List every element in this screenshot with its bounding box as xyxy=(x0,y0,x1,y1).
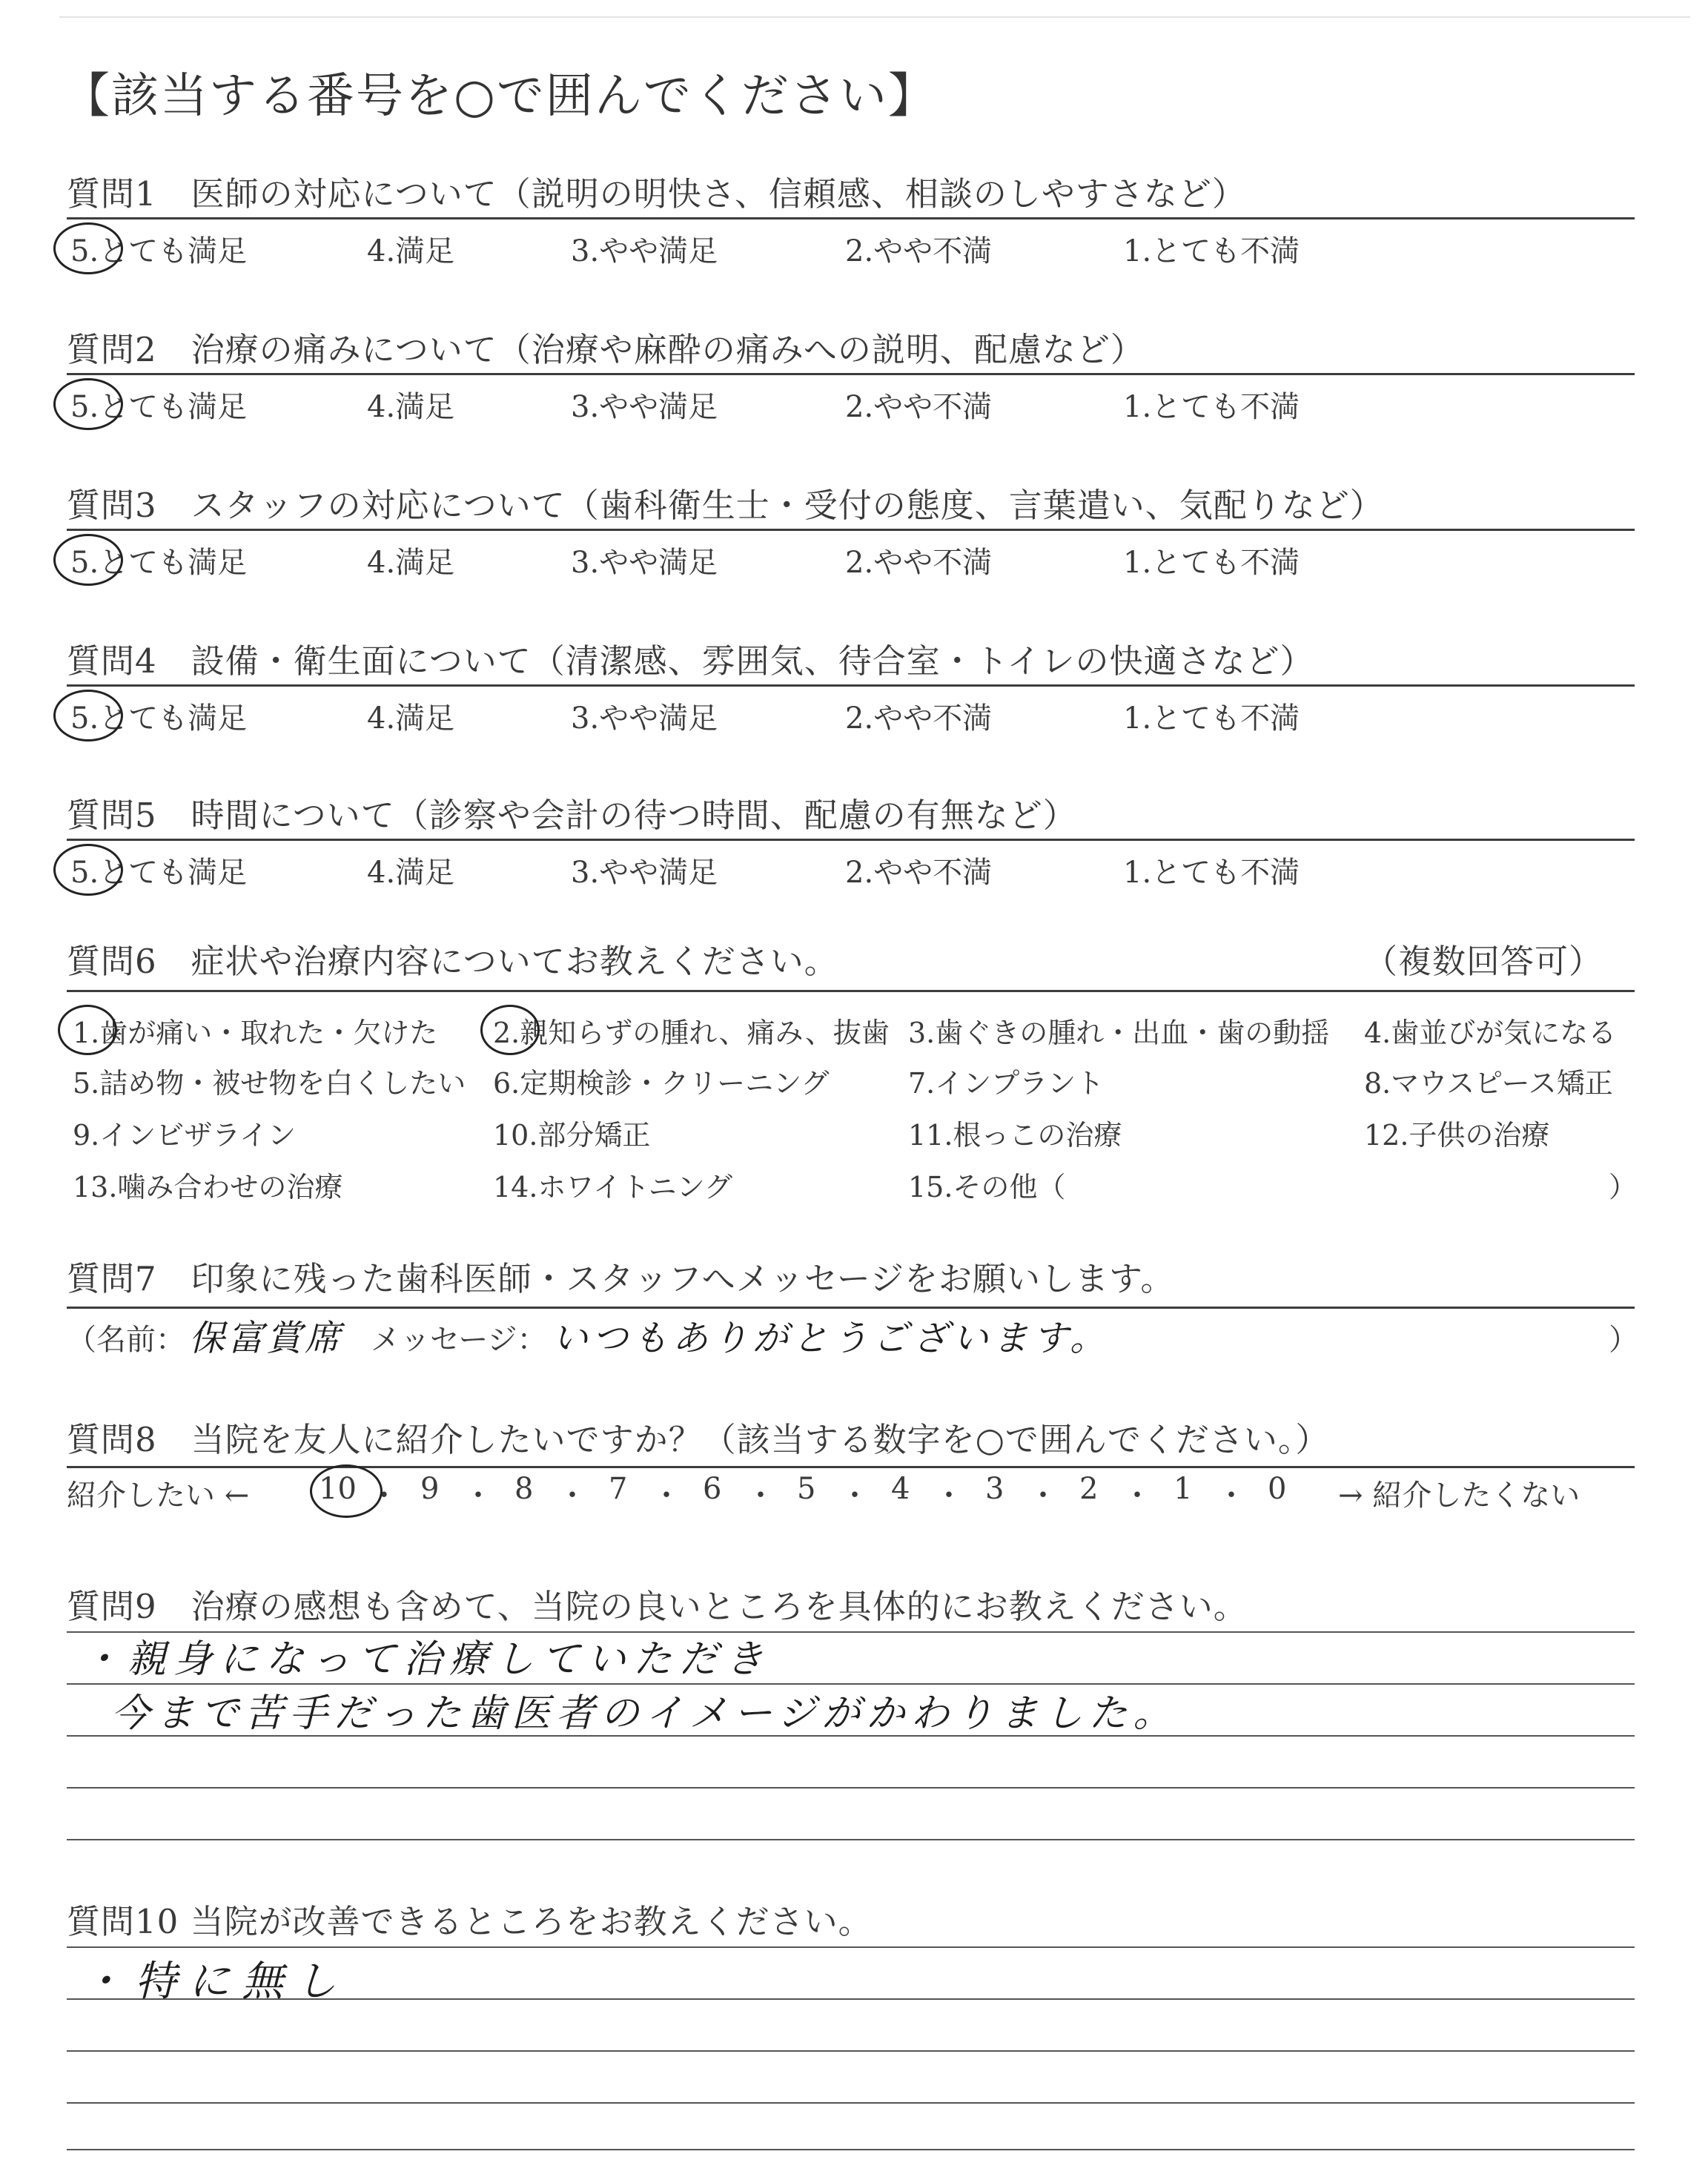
q8-rule xyxy=(67,1466,1635,1468)
q6-title: 質問6 症状や治療内容についてお教えください。 xyxy=(67,942,838,981)
q7-title: 質問7 印象に残った歯科医師・スタッフへメッセージをお願いします。 xyxy=(67,1259,1175,1298)
instruction-header: 【該当する番号を○で囲んでください】 xyxy=(62,69,937,124)
q5-option-3[interactable]: 3.やや満足 xyxy=(571,856,718,890)
q6-note: （複数回答可） xyxy=(1364,942,1603,981)
q6-option-8[interactable]: 8.マウスピース矯正 xyxy=(1364,1067,1613,1100)
q3-option-2[interactable]: 2.やや不満 xyxy=(845,546,993,580)
q2-selection-circle xyxy=(53,378,123,430)
q6-option-5[interactable]: 5.詰め物・被せ物を白くしたい xyxy=(73,1067,466,1100)
q4-rule xyxy=(67,684,1635,687)
q1-title: 質問1 医師の対応について（説明の明快さ、信頼感、相談のしやすさなど） xyxy=(67,174,1246,214)
q2-rule xyxy=(67,373,1635,375)
q8-selection-circle xyxy=(310,1464,383,1518)
q4-option-5[interactable]: 5.とても満足 xyxy=(70,701,248,736)
q9-title: 質問9 治療の感想も含めて、当院の良いところを具体的にお教えください。 xyxy=(67,1587,1248,1626)
q8-scale-7[interactable]: 7 xyxy=(609,1472,628,1506)
q6-option-15-close-paren: ） xyxy=(1609,1171,1638,1203)
q6-rule xyxy=(67,990,1635,992)
q6-option-9[interactable]: 9.インビザライン xyxy=(73,1119,297,1152)
q1-option-4[interactable]: 4.満足 xyxy=(367,234,455,268)
q7-name-label: （名前： xyxy=(67,1323,185,1357)
q9-rule-5 xyxy=(67,1839,1635,1840)
q8-separator: ・ xyxy=(1122,1479,1152,1513)
q4-option-2[interactable]: 2.やや不満 xyxy=(845,701,993,736)
q6-option-10[interactable]: 10.部分矯正 xyxy=(493,1119,651,1152)
q5-rule xyxy=(67,839,1635,841)
q5-title: 質問5 時間について（診察や会計の待つ時間、配慮の有無など） xyxy=(67,796,1077,835)
q5-option-1[interactable]: 1.とても不満 xyxy=(1123,856,1300,890)
q8-title: 質問8 当院を友人に紹介したいですか？（該当する数字を○で囲んでください。） xyxy=(67,1420,1330,1459)
q8-scale-0[interactable]: 0 xyxy=(1268,1472,1287,1506)
q6-option-4[interactable]: 4.歯並びが気になる xyxy=(1364,1017,1617,1049)
q10-title: 質問10 当院が改善できるところをお教えください。 xyxy=(67,1902,873,1941)
q10-rule-4 xyxy=(67,2102,1635,2104)
q8-separator: ・ xyxy=(369,1479,399,1513)
q5-option-4[interactable]: 4.満足 xyxy=(367,856,455,890)
q1-option-5[interactable]: 5.とても満足 xyxy=(70,234,248,268)
q8-separator: ・ xyxy=(746,1479,775,1513)
q8-scale-6[interactable]: 6 xyxy=(703,1472,722,1506)
q3-selection-circle xyxy=(53,534,123,586)
q7-message-handwritten: いつもありがとうございます。 xyxy=(552,1318,1110,1359)
q8-separator: ・ xyxy=(557,1479,587,1513)
q2-option-5[interactable]: 5.とても満足 xyxy=(70,390,248,424)
q6-option-7[interactable]: 7.インプラント xyxy=(908,1067,1105,1100)
q6-option-6[interactable]: 6.定期検診・クリーニング xyxy=(493,1067,830,1100)
q2-option-4[interactable]: 4.満足 xyxy=(367,390,455,424)
q8-right-label: → 紹介したくない xyxy=(1338,1479,1580,1513)
q8-left-label: 紹介したい ← xyxy=(67,1479,250,1513)
q6-selection-circle-2 xyxy=(480,1005,540,1055)
q8-scale-8[interactable]: 8 xyxy=(514,1472,534,1506)
q5-option-2[interactable]: 2.やや不満 xyxy=(845,856,993,890)
q9-answer-line-1: ・親身になって治療していただき xyxy=(82,1637,772,1682)
q7-message-label: メッセージ： xyxy=(371,1323,547,1357)
q4-option-1[interactable]: 1.とても不満 xyxy=(1123,701,1300,736)
q8-separator: ・ xyxy=(652,1479,681,1513)
q9-rule-4 xyxy=(67,1787,1635,1789)
q8-separator: ・ xyxy=(934,1479,964,1513)
q6-option-1[interactable]: 1.歯が痛い・取れた・欠けた xyxy=(73,1017,438,1049)
q2-title: 質問2 治療の痛みについて（治療や麻酔の痛みへの説明、配慮など） xyxy=(67,330,1145,369)
q1-option-1[interactable]: 1.とても不満 xyxy=(1123,234,1300,268)
scan-edge xyxy=(59,16,1690,18)
q6-option-3[interactable]: 3.歯ぐきの腫れ・出血・歯の動揺 xyxy=(908,1017,1330,1049)
q8-scale-10[interactable]: 10 xyxy=(319,1472,357,1506)
q1-option-3[interactable]: 3.やや満足 xyxy=(571,234,718,268)
q3-rule xyxy=(67,529,1635,531)
q6-option-14[interactable]: 14.ホワイトニング xyxy=(493,1171,733,1203)
q6-selection-circle-1 xyxy=(58,1005,117,1055)
q6-option-2[interactable]: 2.親知らずの腫れ、痛み、抜歯 xyxy=(493,1017,890,1049)
q4-option-3[interactable]: 3.やや満足 xyxy=(571,701,718,736)
q8-separator: ・ xyxy=(1217,1479,1246,1513)
q8-separator: ・ xyxy=(1028,1479,1058,1513)
q3-option-3[interactable]: 3.やや満足 xyxy=(571,546,718,580)
q8-scale-3[interactable]: 3 xyxy=(985,1472,1004,1506)
q8-scale-4[interactable]: 4 xyxy=(891,1472,910,1506)
q8-scale-2[interactable]: 2 xyxy=(1079,1472,1099,1506)
q3-option-1[interactable]: 1.とても不満 xyxy=(1123,546,1300,580)
q2-option-3[interactable]: 3.やや満足 xyxy=(571,390,718,424)
q1-selection-circle xyxy=(53,222,123,274)
q6-option-12[interactable]: 12.子供の治療 xyxy=(1364,1119,1550,1152)
q8-scale-9[interactable]: 9 xyxy=(420,1472,440,1506)
q6-option-13[interactable]: 13.噛み合わせの治療 xyxy=(73,1171,343,1203)
q8-separator: ・ xyxy=(840,1479,870,1513)
q10-answer-line-1: ・特に無し xyxy=(82,1958,348,2006)
q10-rule-3 xyxy=(67,2050,1635,2052)
q9-answer-line-2: 今まで苦手だった歯医者のイメージがかわりました。 xyxy=(111,1691,1178,1736)
q3-option-5[interactable]: 5.とても満足 xyxy=(70,546,248,580)
q1-rule xyxy=(67,217,1635,219)
q4-title: 質問4 設備・衛生面について（清潔感、雰囲気、待合室・トイレの快適さなど） xyxy=(67,641,1314,681)
q2-option-1[interactable]: 1.とても不満 xyxy=(1123,390,1300,424)
q8-scale-1[interactable]: 1 xyxy=(1174,1472,1193,1506)
q1-option-2[interactable]: 2.やや不満 xyxy=(845,234,993,268)
q6-option-15[interactable]: 15.その他（ xyxy=(908,1171,1066,1203)
q5-option-5[interactable]: 5.とても満足 xyxy=(70,856,248,890)
q2-option-2[interactable]: 2.やや不満 xyxy=(845,390,993,424)
q6-option-11[interactable]: 11.根っこの治療 xyxy=(908,1119,1122,1152)
q10-rule-1 xyxy=(67,1946,1635,1948)
q4-selection-circle xyxy=(53,690,123,742)
q7-close-paren: ） xyxy=(1609,1323,1638,1357)
q7-rule xyxy=(67,1307,1635,1309)
q3-option-4[interactable]: 4.満足 xyxy=(367,546,455,580)
q8-scale-5[interactable]: 5 xyxy=(797,1472,816,1506)
q3-title: 質問3 スタッフの対応について（歯科衛生士・受付の態度、言葉遣い、気配りなど） xyxy=(67,486,1384,525)
q4-option-4[interactable]: 4.満足 xyxy=(367,701,455,736)
q5-selection-circle xyxy=(53,844,123,896)
q10-rule-5 xyxy=(67,2149,1635,2150)
q7-name-handwritten: 保富賞席 xyxy=(189,1318,344,1359)
q8-separator: ・ xyxy=(463,1479,493,1513)
